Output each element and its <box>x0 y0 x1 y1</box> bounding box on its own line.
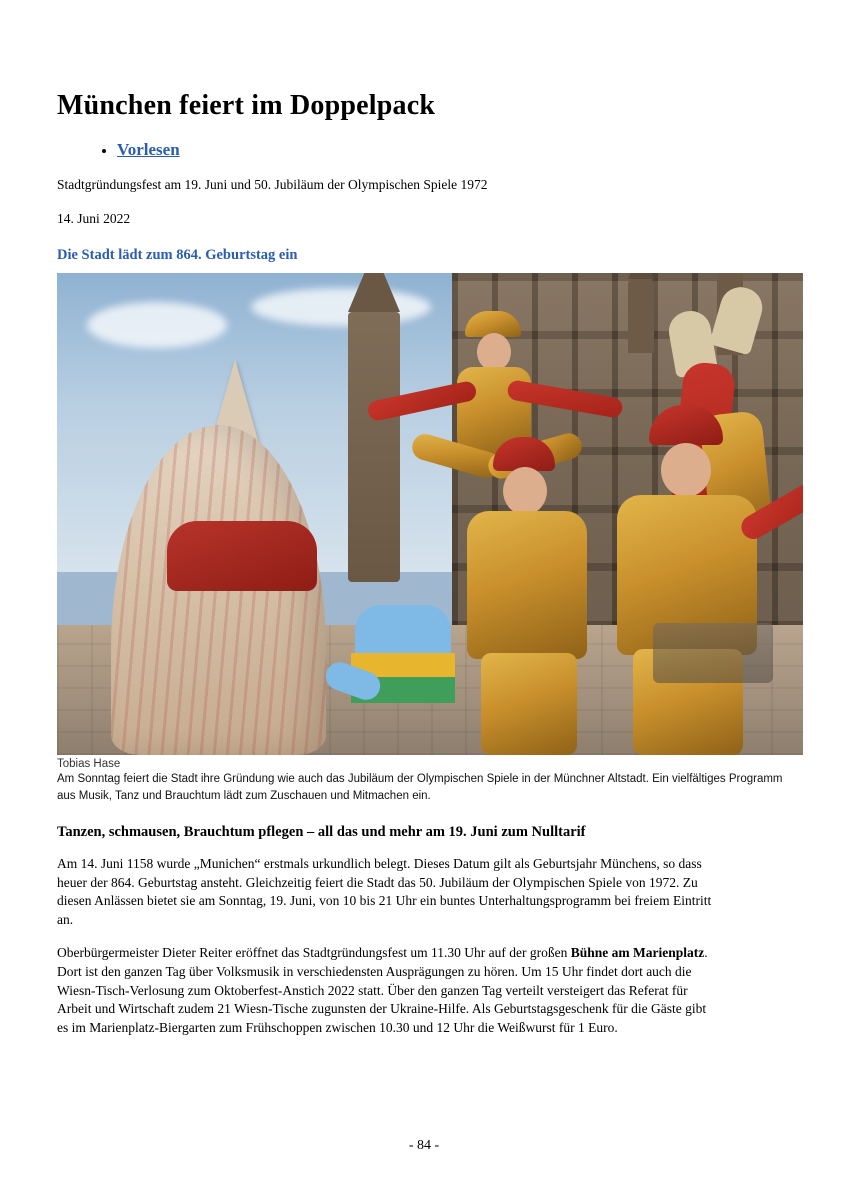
jacket-shape <box>467 511 587 659</box>
list-item <box>117 140 758 160</box>
hat-shape <box>493 437 555 471</box>
section-heading: Tanzen, schmausen, Brauchtum pflegen – all das und mehr am 19. Juni zum Nulltarif <box>57 823 586 840</box>
article-kicker: Die Stadt lädt zum 864. Geburtstag ein <box>57 247 298 264</box>
hat-shape <box>649 405 723 445</box>
article-figure <box>57 273 803 804</box>
paragraph-2-lead: Oberbürgermeister Dieter Reiter eröffnet das Stadtgründungsfest um 11.30 Uhr auf der großen <box>57 945 571 961</box>
face-shape <box>661 443 711 497</box>
face-shape <box>503 467 547 515</box>
prop-figure <box>325 605 485 735</box>
paragraph-2-emphasis: Bühne am Marienplatz <box>570 945 705 961</box>
trousers-shape <box>481 653 577 755</box>
crowd-shape <box>653 623 773 683</box>
performer-figure <box>81 335 361 755</box>
prop-shape <box>355 605 451 659</box>
vorlesen-link[interactable]: Vorlesen <box>117 140 180 159</box>
article-date: 14. Juni 2022 <box>57 211 131 227</box>
shoe-shape <box>709 283 767 356</box>
page-title: München feiert im Doppelpack <box>57 90 436 121</box>
article-subtitle: Stadtgründungsfest am 19. Juni und 50. Jubiläum der Olympischen Spiele 1972 <box>57 177 488 192</box>
face-shape <box>477 333 511 371</box>
paragraph-2-rest: . Dort ist den ganzen Tag über Volksmusik in verschiedensten Ausprägungen zu hören. Um 15 Uhr findet dort auch die Wiesn-Tisch-Verlosung zum Oktoberfest-Anstich 2022 statt. Über den ganzen Tag verteilt versteigert das Referat für Arbeit und Wirtschaft zudem 21 Wiesn-Tische zugunsten der Ukraine-Hilfe. Als Geburtstagsgeschenk für die Gäste gibt es im Marienplatz-Biergarten zum Frühschoppen zwischen 10.30 und 12 Uhr die Weißwurst für 1 Euro. <box>57 945 708 1035</box>
body-paragraph-1: Am 14. Juni 1158 wurde „Munichen“ erstmals urkundlich belegt. Dieses Datum gilt als Geburtsjahr Münchens, so dass heuer der 864. Geburtstag ansteht. Gleichzeitig feiert die Stadt das 50. Jubiläum der Olympischen Spiele von 1972. Zu diesen Anlässen bietet sie am Sonntag, 19. Juni, von 10 bis 21 Uhr ein buntes Unterhaltungsprogramm bei freiem Eintritt an. <box>57 855 712 927</box>
bodice-shape <box>167 521 317 591</box>
photo-caption: Am Sonntag feiert die Stadt ihre Gründung wie auch das Jubiläum der Olympischen Spiele in der Münchner Altstadt. Ein vielfältiges Programm aus Musik, Tanz und Brauchtum lädt zum Zuschauen und Mitmachen ein. <box>57 773 783 802</box>
page-number: - 84 - <box>408 1138 440 1153</box>
body-paragraph-2 <box>57 944 717 1037</box>
performer-figure <box>605 405 795 755</box>
vorlesen-list <box>57 140 758 160</box>
photo-credit: Tobias Hase <box>57 758 121 771</box>
article-photo <box>57 273 803 755</box>
